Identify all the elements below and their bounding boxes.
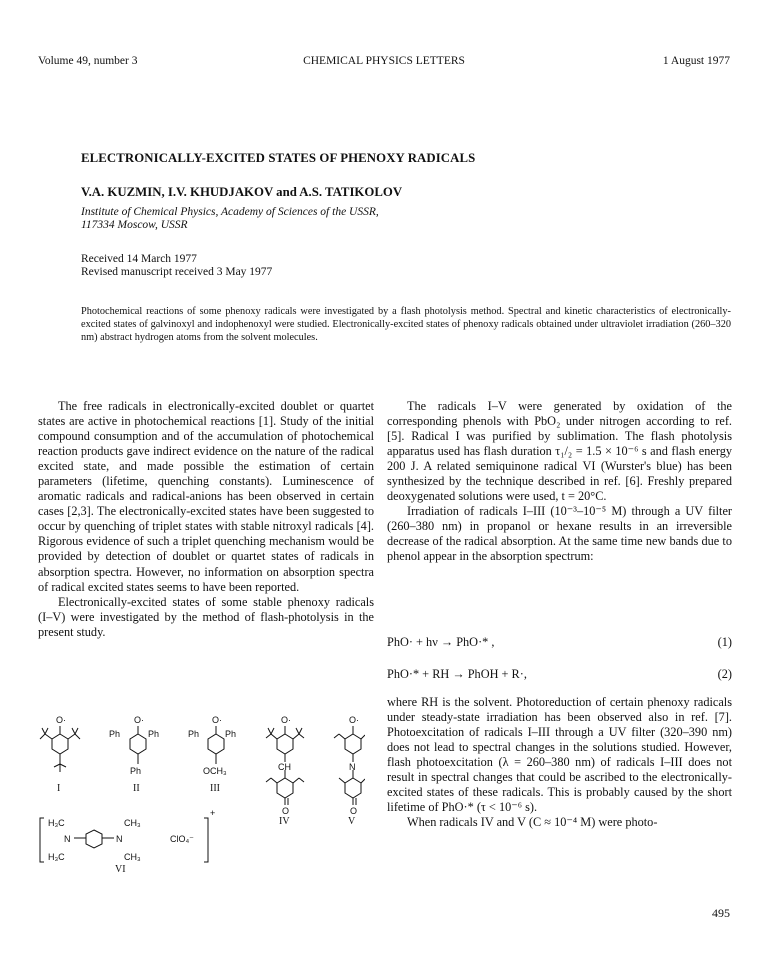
structure-label: I: [57, 783, 61, 794]
structure-group: OCH₃: [203, 766, 227, 776]
left-column: [38, 399, 374, 640]
page-number: 495: [712, 906, 730, 920]
equation-text: PhO·* + RH → PhOH + R·,: [387, 667, 527, 681]
structure-atom: N: [64, 834, 71, 844]
structure-group: Ph: [109, 729, 121, 739]
structure-atom: O·: [212, 715, 222, 725]
abstract: Photochemical reactions of some phenoxy radicals were investigated by a flash photolysis method. Spectral and kinetic characteristics of electronically-excited states of galvinoxyl and indophenoxyl were studied. Electronically-excited states of phenoxy radicals obtained under ultraviolet irradiation (260–320 nm) abstract hydrogen atoms from the solvent molecules.: [81, 306, 731, 343]
structure-group: CH₃: [124, 818, 141, 828]
revised-date: Revised manuscript received 3 May 1977: [81, 266, 273, 278]
right-column-continued: [387, 695, 732, 830]
structure-label: VI: [115, 864, 126, 875]
structure-atom: O: [282, 806, 290, 816]
article-title: ELECTRONICALLY-EXCITED STATES OF PHENOXY RADICALS: [81, 151, 476, 165]
equation-1: [387, 635, 732, 650]
equation-number: (1): [717, 635, 732, 649]
paragraph: Irradiation of radicals I–III (10⁻³–10⁻⁵ M) through a UV filter (260–380 nm) in propanol or hexane results in an irreversible decrease of the radical absorption. At the same time new bands due to phenol appear in the absorption spectrum:: [387, 504, 732, 564]
equation-text: PhO· + hν → PhO·* ,: [387, 635, 495, 649]
structure-label: IV: [279, 816, 290, 827]
structure-group: Ph: [225, 729, 237, 739]
running-header-journal: CHEMICAL PHYSICS LETTERS: [303, 55, 465, 67]
structure-atom: N: [349, 762, 356, 772]
structure-group: Ph: [148, 729, 160, 739]
affiliation-line: Institute of Chemical Physics, Academy of Sciences of the USSR,: [81, 206, 379, 218]
structure-atom: O·: [281, 715, 291, 725]
structure-group: CH₃: [124, 852, 141, 862]
structure-group: CH: [278, 762, 291, 772]
structure-label: III: [210, 783, 220, 794]
equation-2: [387, 667, 732, 682]
structure-label: II: [133, 783, 140, 794]
structure-atom: N: [116, 834, 123, 844]
structure-charge: +: [210, 808, 216, 818]
affiliation: [81, 206, 379, 232]
structure-label: V: [348, 816, 356, 827]
paragraph: where RH is the solvent. Photoreduction of certain phenoxy radicals under steady-state irradiation has been observed also in ref. [7]. Photoexcitation of radicals I–III through a UV filter (320–390 nm) does not lead to spectral changes in the solutions studied. However, flash photoexcitation (λ = 260–380 nm) of radicals I–III does not result in spectral changes that could be ascribed to the electronically-excited states of these radicals. This is probably caused by the short lifetime of PhO·* (τ < 10⁻⁶ s).: [387, 695, 732, 815]
equation-number: (2): [717, 667, 732, 681]
structure-group: Ph: [188, 729, 200, 739]
structure-atom: O: [350, 806, 358, 816]
structure-group: H₃C: [48, 852, 65, 862]
structure-counterion: ClO₄⁻: [170, 834, 194, 844]
structure-atom: O·: [56, 715, 66, 725]
paragraph: The radicals I–V were generated by oxidation of the corresponding phenols with PbO₂ under nitrogen according to ref. [5]. Radical I was purified by sublimation. The flash photolysis apparatus used has flash duration τ₁/₂ = 1.5 × 10⁻⁶ s and flash energy 200 J. A related semiquinone radical VI (Wurster's blue) has been synthesized by the technique described in ref. [6]. Freshly prepared deoxygenated solutions were used, t = 20°C.: [387, 399, 732, 504]
right-column: [387, 399, 732, 565]
structure-group: H₃C: [48, 818, 65, 828]
structure-atom: O·: [134, 715, 144, 725]
affiliation-line: 117334 Moscow, USSR: [81, 219, 188, 231]
structure-group: Ph: [130, 766, 142, 776]
paragraph: When radicals IV and V (C ≈ 10⁻⁴ M) were photo-: [407, 815, 658, 830]
paragraph: The free radicals in electronically-excited doublet or quartet states are active in photochemical reactions [1]. Study of the initial compound consumption and of the accumulation of photochemical reaction products gave indirect evidence on the nature of the radical excited state, and made possible the estimation of certain parameters (lifetime, quenching constants). Luminescence of aromatic radicals and radical-anions has been observed in certain cases [2,3]. The electronically-excited states have been suggested to occur by quenching of triplet states with stable nitroxyl radicals [4]. Rigorous evidence of such a triplet quenching mechanism would be provided by detection of doublet or quartet states of radicals in absorption spectra. However, no information on absorption spectra of radical excited states seems to have been reported.: [38, 399, 374, 594]
received-dates: [81, 253, 272, 279]
running-header-date: 1 August 1977: [662, 55, 730, 67]
chemical-structures-figure: [20, 712, 365, 877]
structure-atom: O·: [349, 715, 359, 725]
paragraph: Electronically-excited states of some stable phenoxy radicals (I–V) were investigated by the method of flash-photolysis in the present study.: [38, 594, 374, 639]
author-list: V.A. KUZMIN, I.V. KHUDJAKOV and A.S. TATIKOLOV: [81, 185, 403, 199]
received-date: Received 14 March 1977: [81, 253, 197, 265]
running-header-volume: Volume 49, number 3: [38, 55, 138, 67]
